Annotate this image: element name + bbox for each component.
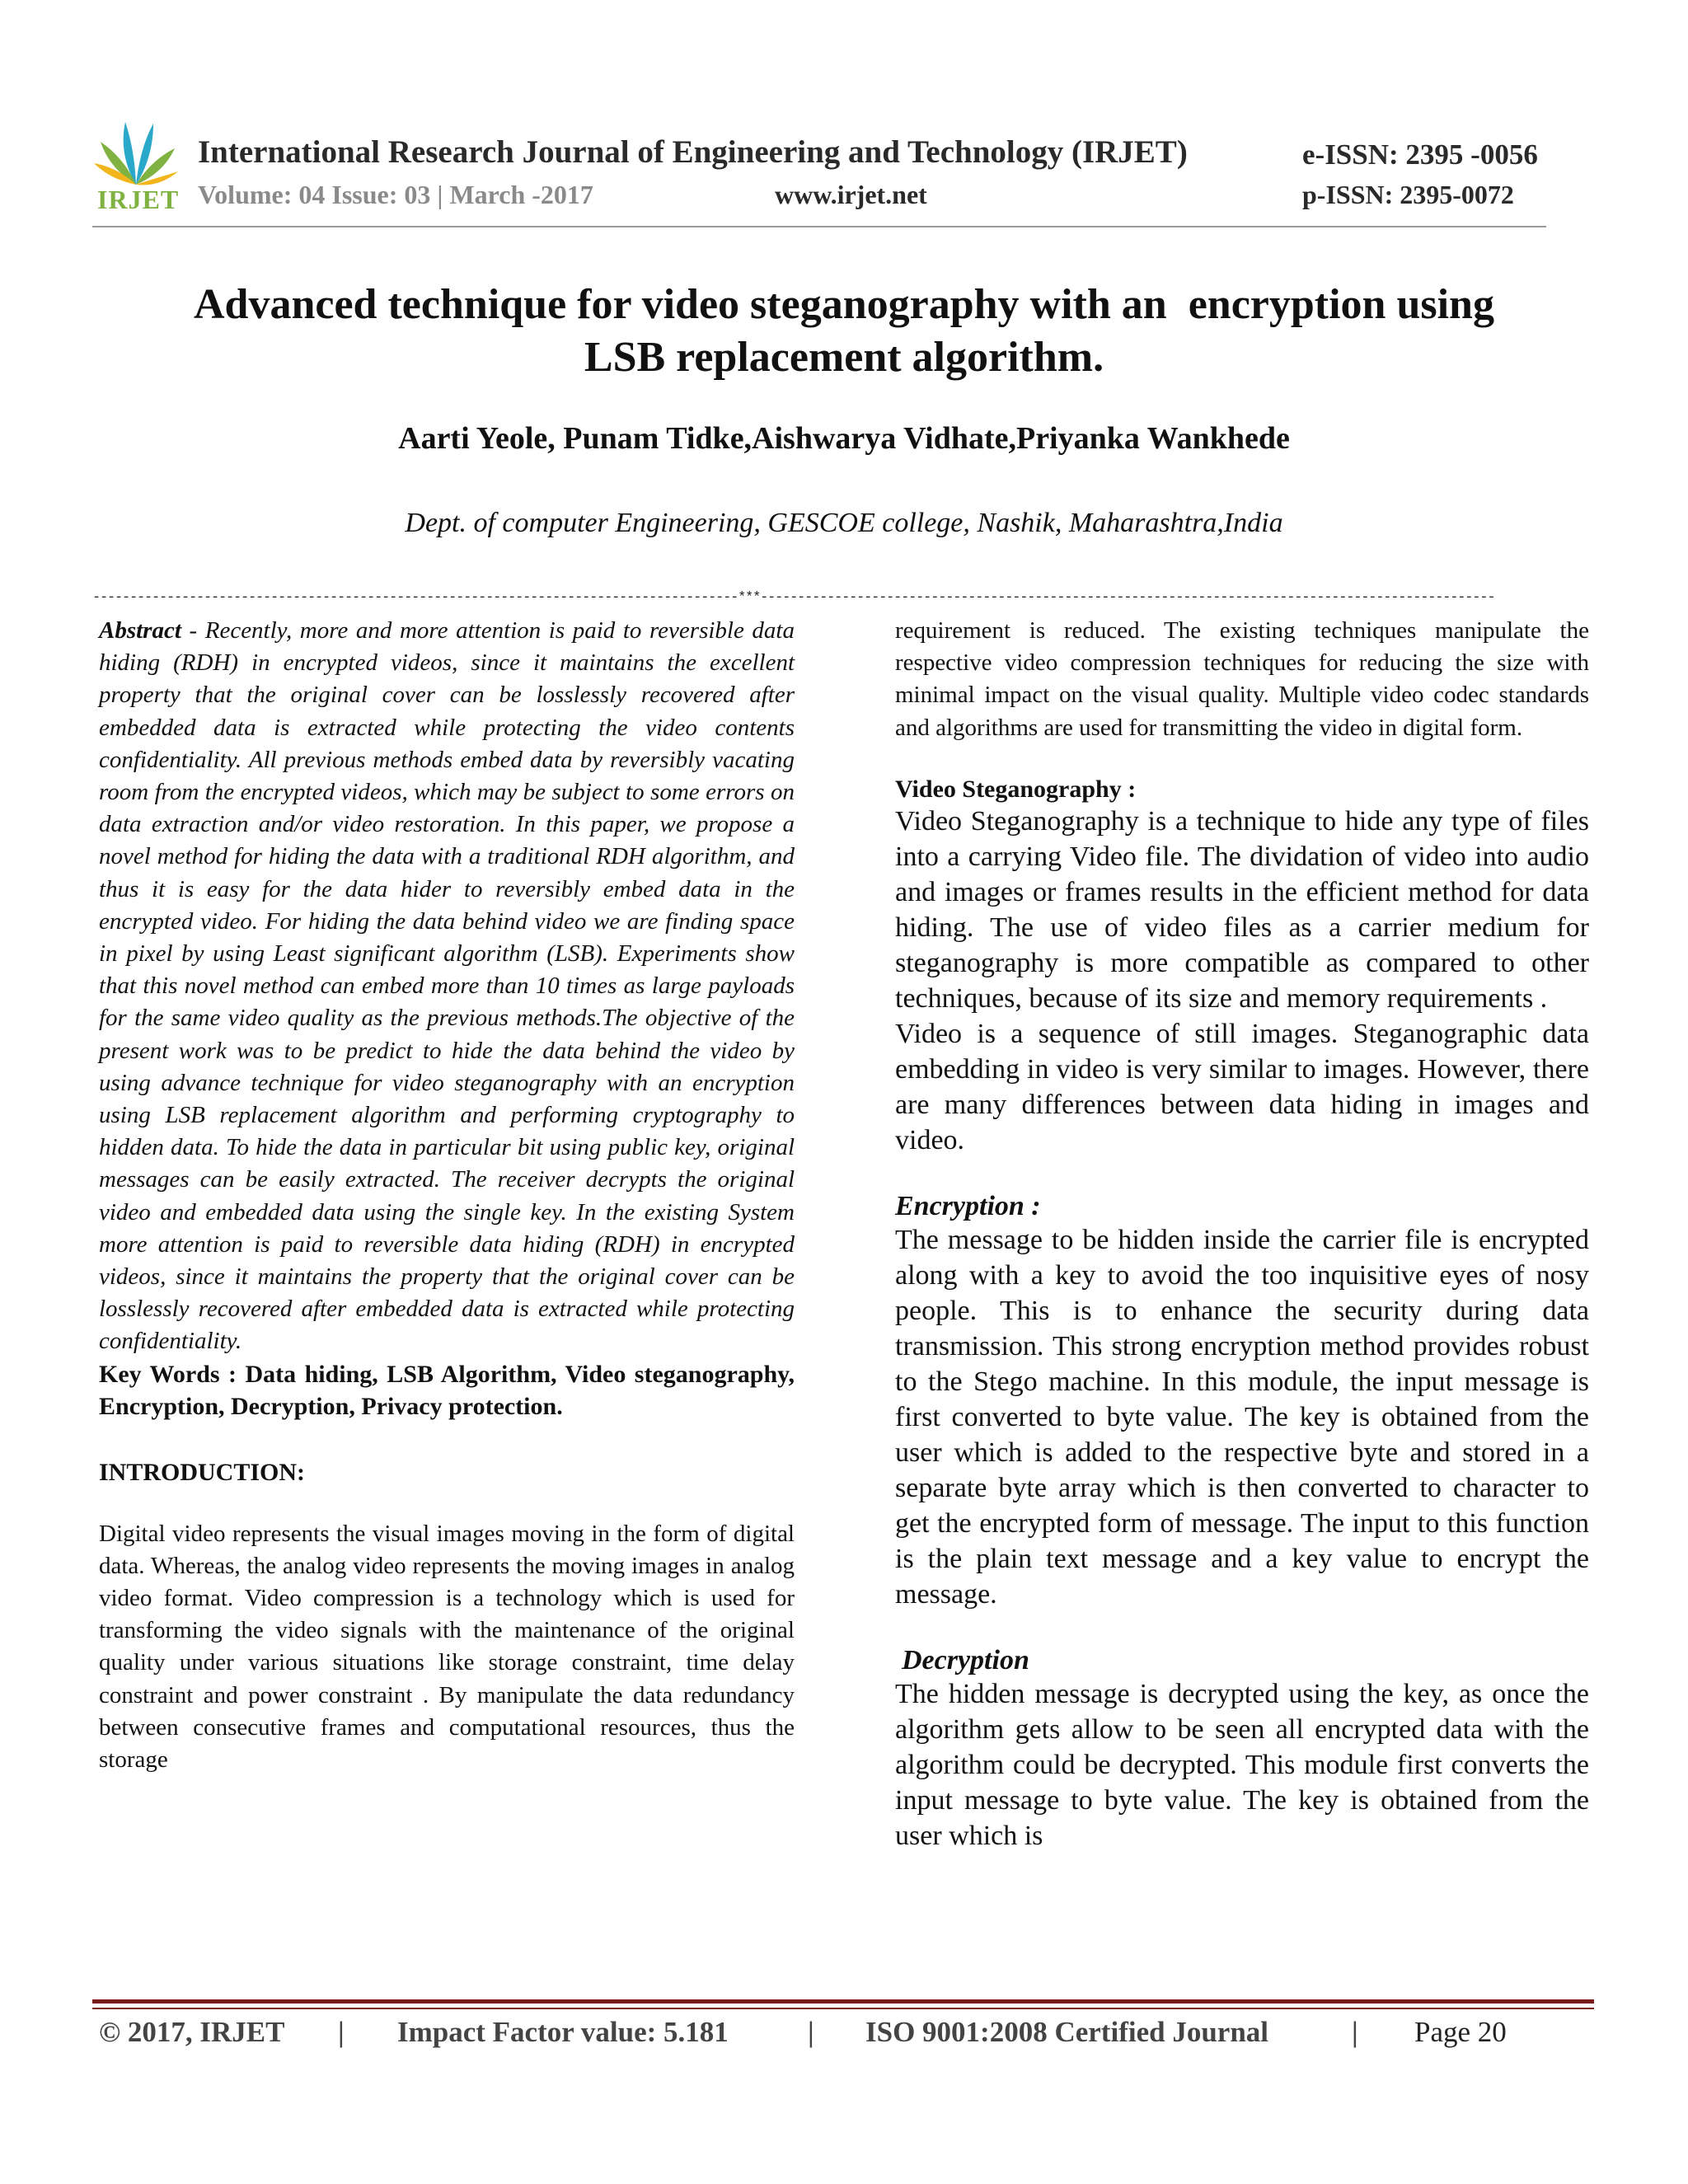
- abstract-text: - Recently, more and more attention is paid to reversible data hiding (RDH) in encrypted videos, since it maintains the excellent property that the original cover can be losslessly recovered after embedded data is extracted while protecting the video contents confidentiality. All previous methods embed data by reversibly vacating room from the encrypted videos, which may be subject to some errors on data extraction and/or video restoration. In this paper, we propose a novel method for hiding the data with a traditional RDH algorithm, and thus it is easy for the data hider to reversibly embed data in the encrypted video. For hiding the data behind video we are finding space in pixel by using Least significant algorithm (LSB). Experiments show that this novel method can embed more than 10 times as large payloads for the same video quality as the previous methods.The objective of the present work was to be predict to hide the data behind the video by using advance technique for video steganography with an encryption using LSB replacement algorithm and performing cryptography to hidden data. To hide the data in particular bit using public key, original messages can be easily extracted. The receiver decrypts the original video and embedded data using the single key. In the existing System more attention is paid to reversible data hiding (RDH) in encrypted videos, since it maintains the property that the original cover can be losslessly recovered after embedded data is extracted while protecting confidentiality.: [99, 617, 795, 1355]
- left-column: [99, 615, 795, 1776]
- abstract: [99, 615, 795, 1358]
- paper-title: [92, 279, 1596, 384]
- footer-separator: |: [338, 2016, 345, 2048]
- logo-text: IRJET: [97, 185, 180, 214]
- footer-separator: |: [1352, 2016, 1358, 2048]
- encryption-paragraph: The message to be hidden inside the carrier file is encrypted along with a key to avoid the too inquisitive eyes of nosy people. This is to enhance the security during data transmission. This strong encryption method provides robust to the Stego machine. In this module, the input message is first converted to byte value. The key is obtained from the user which is added to the respective byte and stored in a separate byte array which is then converted to character to get the encrypted form of message. The input to this function is the plain text message and a key value to encrypt the message.: [895, 1224, 1589, 1610]
- title-line-2: LSB replacement algorithm.: [584, 334, 1104, 381]
- pissn: p-ISSN: 2395-0072: [1302, 180, 1514, 209]
- intro-heading: INTRODUCTION:: [99, 1458, 306, 1486]
- authors: Aarti Yeole, Punam Tidke,Aishwarya Vidhate,Priyanka Wankhede: [398, 421, 1290, 456]
- video-steganography-paragraph-2: Video is a sequence of still images. Steganographic data embedding in video is very similar to images. However, there are many differences between data hiding in images and video.: [895, 1018, 1589, 1155]
- video-steganography-heading: Video Steganography :: [895, 775, 1137, 803]
- decryption-heading: Decryption: [902, 1644, 1029, 1675]
- abstract-label: Abstract: [99, 617, 181, 644]
- footer-separator: |: [808, 2016, 814, 2048]
- footer-divider-thin: [92, 2008, 1594, 2009]
- intro-paragraph: Digital video represents the visual images moving in the form of digital data. Whereas, the analog video represents the moving images in analog video format. Video compression is a technology which is used for transforming the video signals with the maintenance of the original quality under various situations like storage constraint, time delay constraint and power constraint . By manipulate the data redundancy between consecutive frames and computational resources, thus the storage: [99, 1520, 795, 1774]
- journal-name: International Research Journal of Engineering and Technology (IRJET): [198, 134, 1188, 170]
- footer-copyright: © 2017, IRJET: [99, 2016, 285, 2048]
- encryption-heading: Encryption :: [895, 1190, 1041, 1221]
- video-steganography-paragraph-1: Video Steganography is a technique to hide any type of files into a carrying Video file. The dividation of video into audio and images or frames results in the efficient method for data hiding. The use of video files as a carrier medium for steganography is more compatible as compared to other techniques, because of its size and memory requirements .: [895, 805, 1589, 1014]
- eissn: e-ISSN: 2395 -0056: [1302, 138, 1538, 171]
- journal-website[interactable]: www.irjet.net: [775, 180, 927, 209]
- volume-issue: Volume: 04 Issue: 03 | March -2017: [198, 180, 593, 209]
- footer-impact-factor: Impact Factor value: 5.181: [397, 2016, 729, 2048]
- affiliation: Dept. of computer Engineering, GESCOE college, Nashik, Maharashtra,India: [405, 508, 1283, 538]
- keywords: Key Words : Data hiding, LSB Algorithm, Video steganography, Encryption, Decryption, Privacy protection.: [99, 1360, 795, 1420]
- title-line-1: Advanced technique for video steganography with an encryption using: [194, 281, 1494, 328]
- right-column: [895, 615, 1589, 1854]
- decryption-paragraph: The hidden message is decrypted using the key, as once the algorithm gets allow to be seen all encrypted data with the algorithm could be decrypted. This module first converts the input message to byte value. The key is obtained from the user which is: [895, 1678, 1589, 1851]
- journal-logo: [92, 117, 180, 214]
- header-divider: [92, 226, 1546, 227]
- footer-divider-thick: [92, 1999, 1594, 2004]
- leaf-logo-icon: [92, 117, 180, 188]
- footer-iso: ISO 9001:2008 Certified Journal: [865, 2016, 1269, 2048]
- intro-continued-paragraph: requirement is reduced. The existing techniques manipulate the respective video compression techniques for reducing the size with minimal impact on the visual quality. Multiple video codec standards and algorithms are used for transmitting the video in digital form.: [895, 617, 1589, 741]
- section-separator: ---------------------------------------------------------------------------------------***---------------------------------------------------------------------------------------------------: [92, 590, 1495, 606]
- page-number: Page 20: [1414, 2016, 1507, 2048]
